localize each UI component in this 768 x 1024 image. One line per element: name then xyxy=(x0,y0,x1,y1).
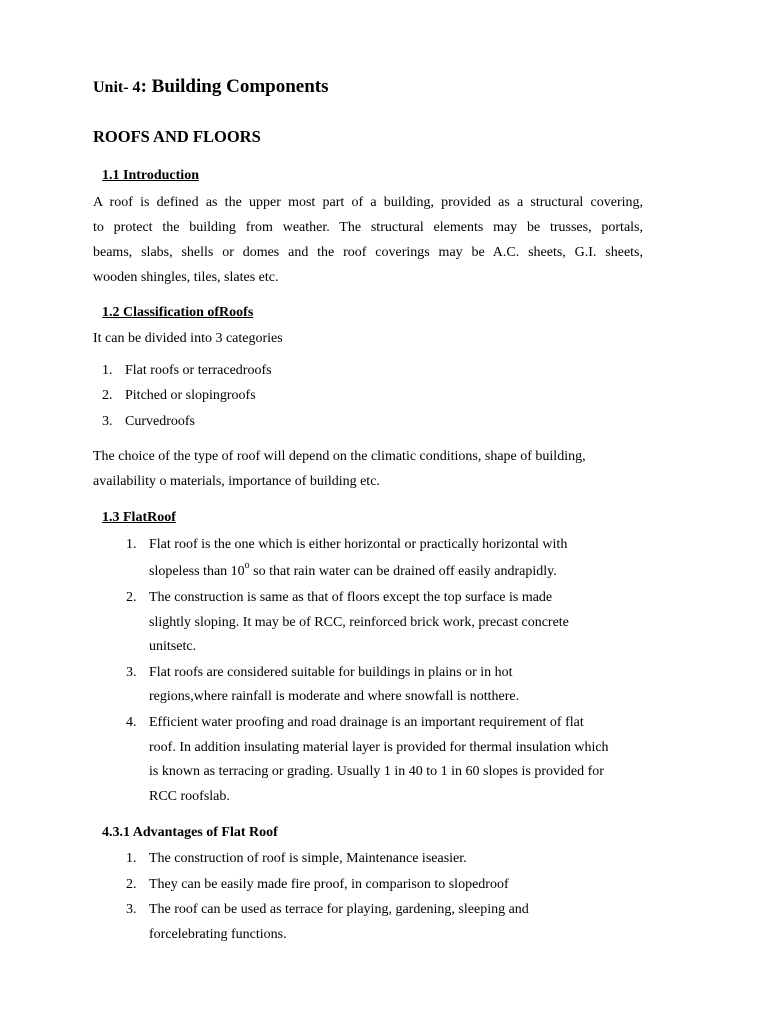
list-item-line: roof. In addition insulating material layer is provided for thermal insulation which xyxy=(149,740,609,755)
section-title: ROOFS AND FLOORS xyxy=(93,127,261,146)
list-number: 3. xyxy=(102,414,113,429)
list-number: 1. xyxy=(126,851,137,866)
unit-title xyxy=(93,76,329,98)
unit-title-text: : Building Components xyxy=(140,76,329,97)
list-item-line xyxy=(149,559,557,584)
degree-superscript: o xyxy=(244,560,250,571)
list-item-line: The roof can be used as terrace for playing, gardening, sleeping and xyxy=(149,902,529,917)
list-item-line: forcelebrating functions. xyxy=(149,927,287,942)
paragraph-line: wooden shingles, tiles, slates etc. xyxy=(93,270,279,285)
list-item: Pitched or slopingroofs xyxy=(125,388,256,403)
list-item-line: regions,where rainfall is moderate and where snowfall is notthere. xyxy=(149,689,520,704)
list-item-line: RCC roofslab. xyxy=(149,789,230,804)
advantages-heading: 4.3.1 Advantages of Flat Roof xyxy=(102,825,278,840)
list-item-line: Flat roof is the one which is either horizontal or practically horizontal with xyxy=(149,537,568,552)
list-item: Curvedroofs xyxy=(125,414,195,429)
classification-lead: It can be divided into 3 categories xyxy=(93,331,283,346)
list-item-line: Flat roofs are considered suitable for buildings in plains or in hot xyxy=(149,665,513,680)
list-number: 4. xyxy=(126,715,137,730)
classification-heading: 1.2 Classification ofRoofs xyxy=(102,305,254,320)
list-number: 3. xyxy=(126,902,137,917)
list-number: 1. xyxy=(126,537,137,552)
list-item-text: so that rain water can be drained off easily andrapidly. xyxy=(249,564,557,579)
paragraph-line: beams, slabs, shells or domes and the roof coverings may be A.C. sheets, G.I. sheets, xyxy=(93,245,643,260)
intro-heading: 1.1 Introduction xyxy=(102,168,199,183)
list-item-line: is known as terracing or grading. Usually 1 in 40 to 1 in 60 slopes is provided for xyxy=(149,764,604,779)
list-number: 2. xyxy=(102,388,113,403)
list-number: 1. xyxy=(102,363,113,378)
list-number: 2. xyxy=(126,590,137,605)
list-number: 3. xyxy=(126,665,137,680)
list-item-line: They can be easily made fire proof, in comparison to slopedroof xyxy=(149,877,509,892)
flat-roof-heading: 1.3 FlatRoof xyxy=(102,510,176,525)
list-item-line: slightly sloping. It may be of RCC, reinforced brick work, precast concrete xyxy=(149,615,569,630)
list-item-line: unitsetc. xyxy=(149,639,197,654)
list-item-line: The construction of roof is simple, Maintenance iseasier. xyxy=(149,851,467,866)
list-number: 2. xyxy=(126,877,137,892)
paragraph-line: availability o materials, importance of building etc. xyxy=(93,474,380,489)
paragraph-line: The choice of the type of roof will depend on the climatic conditions, shape of building, xyxy=(93,449,586,464)
list-item: Flat roofs or terracedroofs xyxy=(125,363,272,378)
classification-paragraph xyxy=(93,444,643,494)
intro-paragraph xyxy=(93,190,643,290)
paragraph-line: to protect the building from weather. The structural elements may be trusses, portals, xyxy=(93,220,643,235)
paragraph-line: A roof is defined as the upper most part of a building, provided as a structural covering, xyxy=(93,195,643,210)
list-item-line: The construction is same as that of floors except the top surface is made xyxy=(149,590,553,605)
list-item-text: slopeless than 10 xyxy=(149,564,245,579)
list-item-line: Efficient water proofing and road drainage is an important requirement of flat xyxy=(149,715,584,730)
unit-prefix: Unit- 4 xyxy=(93,79,141,96)
